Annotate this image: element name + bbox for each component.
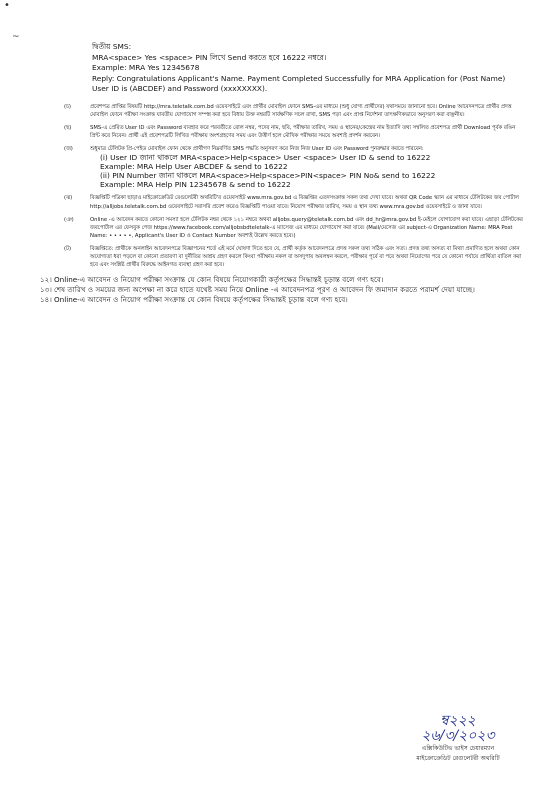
list-item bbox=[54, 103, 524, 119]
signature: ম্ব২২২ bbox=[440, 713, 476, 729]
second-sms-block bbox=[92, 42, 524, 95]
item-text: Online -এ আবেদন করতে কোনো সমস্যা হলে টেলিটক নম্বর থেকে ১২১ নম্বরে অথবা alljobs.query@teletalk.com.bd এবং dd_hr@mra.gov.bd ই-মেইলে যোগাযোগ করা যাবে। এছাড়া টেলিটকের জবপোর্টাল এর ফেসবুক পেজ https://www.facebook.com/alljobsbdteletalk-এ ম্যাসেজ এর মাধ্যমে যোগাযোগ করা যাবে। (Mail/মেসেজ এর subject-এ Organization Name: MRA Post Name: • • • • •, Applicant's User ID ও Contact Number অবশ্যই উল্লেখ করতে হবে।) bbox=[90, 216, 523, 239]
list-item bbox=[54, 145, 524, 189]
notice-body bbox=[40, 42, 524, 305]
item-number: (ঞ) bbox=[64, 216, 74, 223]
item-text: বিজ্ঞপ্তিটি পত্রিকা ছাড়াও মাইক্রোক্রেডিট রেগুলেটরী অথরিটি'র ওয়েবসাইট www.mra.gov.bd এ বিজ্ঞপ্তির এতদসংক্রান্ত সকল তথ্য দেখা যাবে। অথবা QR Code স্ক্যান এর মাধ্যমে টেলিটকের জব পোর্টাল http://alljobs.teletalk.com.bd ওয়েবসাইটে সরাসরি প্রবেশ করেও বিজ্ঞপ্তিটি পাওয়া যাবে। নিয়োগ পরীক্ষার তারিখ, সময় ও স্থান তথ্য www.mra.gov.bd ওয়েবসাইটে ও জানা যাবে। bbox=[90, 195, 519, 210]
clause-item bbox=[40, 295, 524, 305]
clause-text: Online-এ আবেদন ও নিয়োগ পরীক্ষা সংক্রান্ত যে কোন বিষয়ে নিয়োগকারী কর্তৃপক্ষের সিদ্ধান্তই চূড়ান্ত বলে গণ্য হবে। bbox=[54, 275, 384, 285]
item-number: (জ) bbox=[64, 146, 73, 153]
clause-text: Online-এ আবেদন ও নিয়োগ পরীক্ষা সংক্রান্ত যে কোন বিষয়ে কর্তৃপক্ষের সিদ্ধান্তই চূড়ান্ত বলে গণ্য হবে। bbox=[54, 295, 348, 305]
item-text bbox=[90, 145, 524, 189]
second-sms-reply: Reply: Congratulations Applicant's Name. Payment Completed Successfully for MRA Application for (Post Name) User ID is (ABCDEF) and Password (xxxXXXXX). bbox=[92, 73, 506, 94]
corner-mark: • bbox=[4, 0, 10, 11]
item-text: প্রবেশপত্র প্রাপ্তির বিষয়টি http://mra.teletalk.com.bd ওয়েবসাইটে এবং প্রার্থীর মোবাইল ফোনে SMS-এর মাধ্যমে (শুধু যোগ্য প্রার্থীদের) যথাসময়ে জানানো হবে। Online আবেদনপত্রে প্রার্থীর প্রদত্ত মোবাইল ফোনে পরীক্ষা সংক্রান্ত যাবতীয় যোগাযোগ সম্পন্ন করা হবে বিধায় উক্ত নম্বরটি সার্বক্ষণিক সচল রাখা, SMS পড়া এবং প্রাপ্ত নির্দেশনা তাৎক্ষণিকভাবে অনুসরণ করা বাঞ্ছনীয়। bbox=[90, 103, 512, 119]
list-item bbox=[54, 245, 524, 269]
item-number: (ঝ) bbox=[64, 195, 73, 202]
second-sms-example: Example: MRA Yes 12345678 bbox=[92, 63, 200, 73]
item-number: (ছ) bbox=[64, 125, 72, 132]
second-sms-line: MRA<space> Yes <space> PIN লিখে Send করতে হবে 16222 নম্বরে। bbox=[92, 52, 327, 62]
final-clauses bbox=[40, 275, 524, 305]
recovery-pin-example: Example: MRA Help PIN 12345678 & send to 16222 bbox=[100, 180, 291, 190]
clause-number: ১৪। bbox=[40, 295, 52, 305]
recovery-user-id: (i) User ID জানা থাকলে MRA<space>Help<space> User <space> User ID & send to 16222 bbox=[100, 153, 431, 163]
item-text: বিজ্ঞপ্তিতে: প্রার্থীকে অনলাইন আবেদনপত্রে বিজ্ঞাপনের শর্তে এই মর্মে ঘোষণা দিতে হবে যে, প্রার্থী কর্তৃক আবেদনপত্রে প্রদত্ত সকল তথ্য সঠিক এবং সত্য। প্রদত্ত তথ্য অসত্য বা মিথ্যা প্রমাণিত হলে অথবা কোন অযোগ্যতা ধরা পড়লে বা কোনো প্রতারণা বা দুর্নীতির আশ্রয় গ্রহণ করলে কিংবা পরীক্ষায় নকল বা অসদুপায় অবলম্বন করলে, পরীক্ষার পূর্বে বা পরে অথবা নিয়োগের পরে যে কোনো পর্যায়ে প্রার্থিতা বাতিল করা হবে এবং সংশ্লিষ্ট প্রার্থীর বিরুদ্ধে আইনগত ব্যবস্থা গ্রহণ করা হবে। bbox=[90, 245, 522, 269]
item-intro: শুধুমাত্র টেলিটক প্রি-পেইড মোবাইল ফোন থেকে প্রার্থীগণ নিম্নবর্ণিত SMS পদ্ধতি অনুসরণ করে নিজ নিজ User ID এবং Password পুনরুদ্ধার করতে পারবেন: bbox=[90, 146, 424, 153]
signature-block bbox=[388, 714, 528, 764]
list-item bbox=[54, 194, 524, 210]
clause-item bbox=[40, 275, 524, 285]
margin-mark: ~ bbox=[12, 32, 20, 42]
item-number: (ট) bbox=[64, 245, 72, 252]
clause-number: ১২। bbox=[40, 275, 52, 285]
signatory-organization: মাইক্রোক্রেডিট রেগুলেটরী অথরিটি bbox=[416, 755, 500, 762]
second-sms-heading: দ্বিতীয় SMS: bbox=[92, 42, 132, 51]
recovery-pin: (ii) PIN Number জানা থাকলে MRA<space>Help<space>PIN<space> PIN No& send to 16222 bbox=[100, 171, 436, 181]
list-item bbox=[54, 124, 524, 140]
recovery-user-id-example: Example: MRA Help User ABCDEF & send to 16222 bbox=[100, 162, 288, 172]
clause-item bbox=[40, 285, 524, 295]
signature-date: ২৬/৩/২০২৩ bbox=[421, 728, 495, 744]
clause-text: শেষ তারিখ ও সময়ের জন্য অপেক্ষা না করে হাতে যথেষ্ট সময় নিয়ে Online -এ আবেদনপত্র পূরণ ও আবেদন ফি জমাদান করতে পরামর্শ দেয়া যাচ্ছে। bbox=[54, 285, 475, 295]
clause-number: ১৩। bbox=[40, 285, 52, 295]
signatory-designation: এক্সিকিউটিভ ভাইস চেয়ারম্যান bbox=[421, 745, 495, 752]
item-number: (চ) bbox=[64, 103, 71, 110]
item-text: SMS-এ প্রেরিত User ID এবং Password ব্যবহার করে পরবর্তীতে রোল নম্বর, পদের নাম, ছবি, পরীক্ষার তারিখ, সময় ও স্থানের/কেন্দ্রের নাম ইত্যাদি তথ্য সম্বলিত প্রবেশপত্র প্রার্থী Download পূর্বক রঙিন প্রিন্ট করে নিবেন। প্রার্থী এই প্রবেশপত্রটি লিখিত পরীক্ষায় অংশগ্রহণের সময় এবং উত্তীর্ণ হলে মৌখিক পরীক্ষার সময়ে অবশ্যই প্রদর্শন করবেন। bbox=[90, 125, 516, 140]
list-item bbox=[54, 216, 524, 240]
